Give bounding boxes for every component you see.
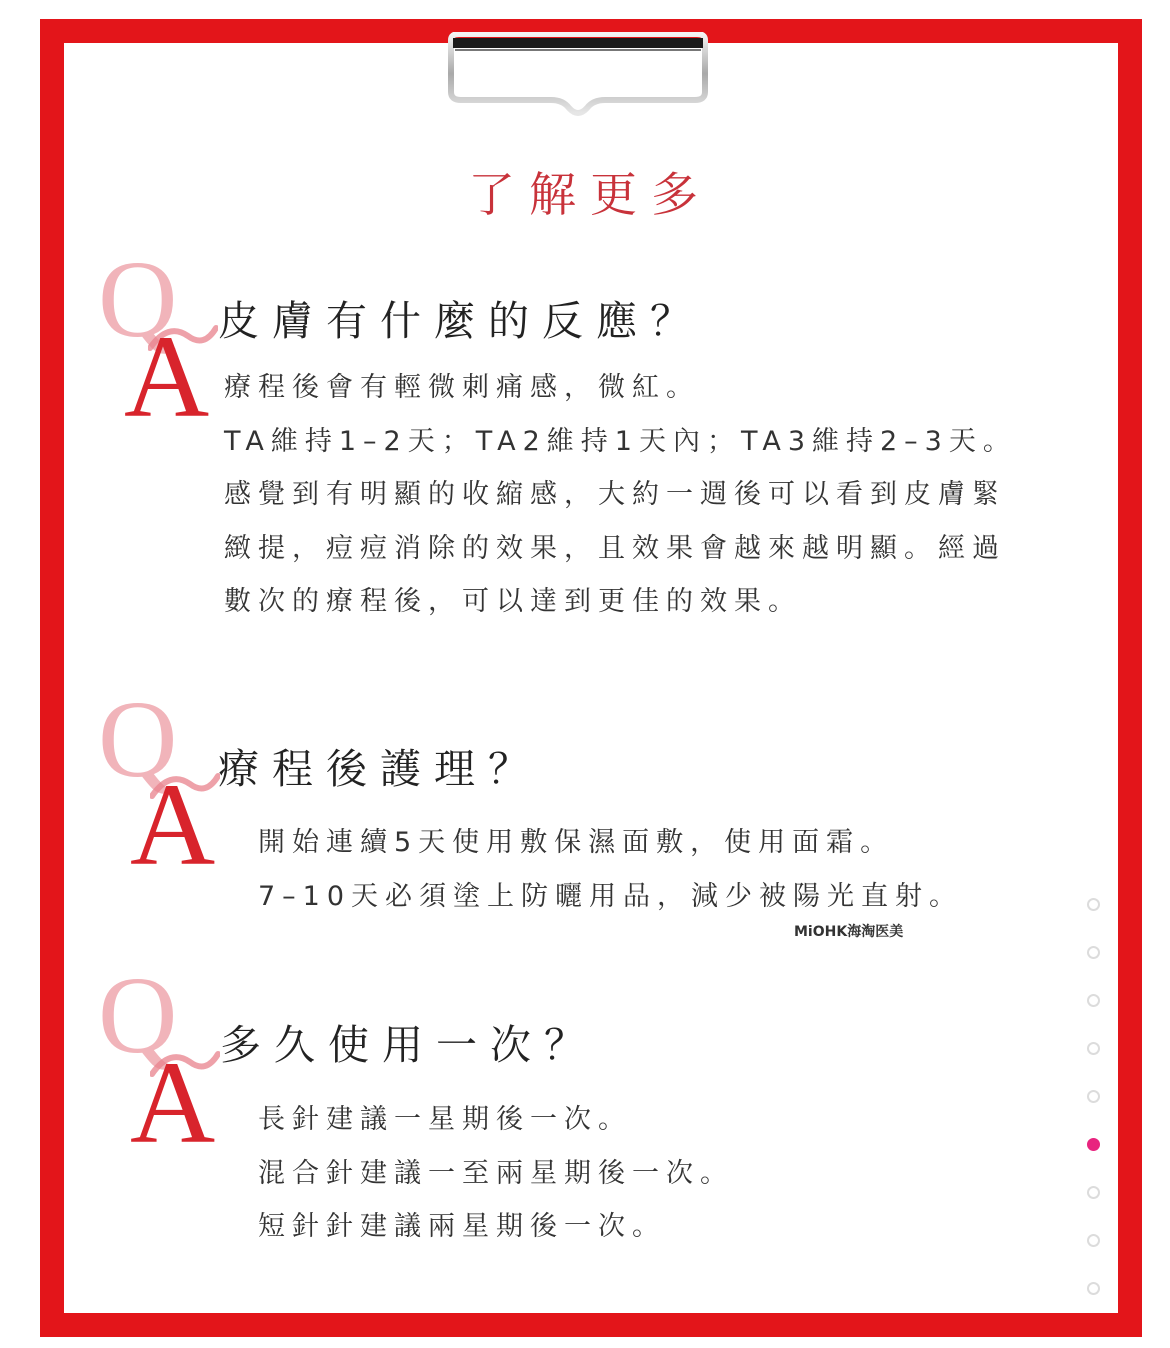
page-dot[interactable] <box>1087 1090 1100 1103</box>
q-letter-icon: Q <box>98 954 178 1076</box>
answer-line: 開始連續5天使用敷保濕面敷，使用面霜。 <box>258 827 895 858</box>
a-letter-icon: A <box>130 1037 216 1168</box>
pagination-dots <box>1087 898 1105 1330</box>
clipboard-clip-icon <box>445 32 711 116</box>
page-dot[interactable] <box>1087 1282 1100 1295</box>
question-heading: 多久使用一次？ <box>220 1021 598 1069</box>
answer-line: TA維持1–2天；TA2維持1天內；TA3維持2–3天。 <box>224 425 1017 457</box>
page-dot[interactable] <box>1087 994 1100 1007</box>
answer-line: 混合針建議一至兩星期後一次。 <box>258 1157 734 1189</box>
answer-text <box>258 1093 734 1254</box>
answer-line: 緻提，痘痘消除的效果，且效果會越來越明顯。經過 <box>224 532 1006 564</box>
answer-line: 感覺到有明顯的收縮感，大約一週後可以看到皮膚緊 <box>224 479 1006 510</box>
page-title: 了解更多 <box>468 168 712 223</box>
answer-text <box>224 361 1017 629</box>
a-letter-icon: A <box>124 311 210 442</box>
answer-line: 長針建議一星期後一次。 <box>258 1104 632 1135</box>
q-letter-icon: Q <box>98 678 178 800</box>
page-dot[interactable] <box>1087 1186 1100 1199</box>
answer-line: 7–10天必須塗上防曬用品，減少被陽光直射。 <box>258 880 964 912</box>
page-dot[interactable] <box>1087 898 1100 911</box>
a-letter-icon: A <box>130 759 216 890</box>
question-heading: 皮膚有什麼的反應？ <box>218 297 704 345</box>
page-dot[interactable] <box>1087 946 1100 959</box>
watermark: MiOHK海淘医美 <box>794 924 904 940</box>
page-dot-active[interactable] <box>1087 1138 1100 1151</box>
question-heading: 療程後護理？ <box>218 745 542 793</box>
answer-line: 短針針建議兩星期後一次。 <box>258 1211 666 1242</box>
answer-line: 數次的療程後，可以達到更佳的效果。 <box>224 586 802 617</box>
answer-line: 療程後會有輕微刺痛感，微紅。 <box>224 372 700 403</box>
answer-text <box>258 816 963 923</box>
page-dot[interactable] <box>1087 1042 1100 1055</box>
q-letter-icon: Q <box>98 238 178 360</box>
page-dot[interactable] <box>1087 1234 1100 1247</box>
